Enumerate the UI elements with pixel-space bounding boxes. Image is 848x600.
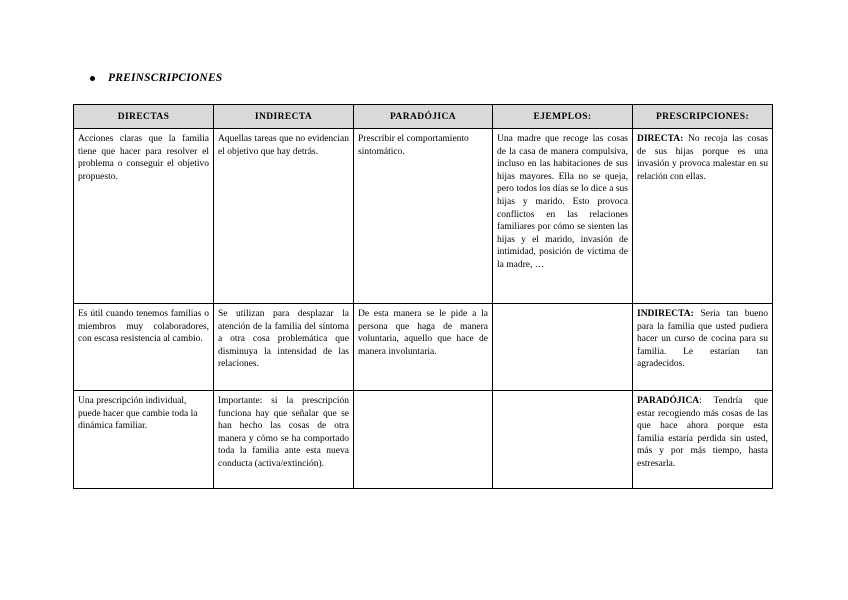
heading-title: PREINSCRIPCIONES bbox=[108, 72, 223, 84]
header-prescripciones: PRESCRIPCIONES: bbox=[633, 105, 773, 129]
prescripcion-label: DIRECTA: bbox=[637, 134, 684, 144]
table-row bbox=[74, 129, 773, 304]
table-row bbox=[74, 304, 773, 391]
prescripcion-text: Sería tan bueno para la familia que usted pudiera hacer un curso de cocina para su familia. Le estarían tan agradecidos. bbox=[637, 309, 768, 370]
cell-directas: Una prescripción individual, puede hacer que cambie toda la dinámica familiar. bbox=[74, 391, 214, 489]
cell-ejemplos bbox=[493, 391, 633, 489]
cell-prescripcion bbox=[633, 391, 773, 489]
cell-ejemplos: Una madre que recoge las cosas de la casa de manera compulsiva, incluso en las habitaciones de sus hijas mayores. Ella no se queja, pero todos los días se lo dice a sus hijas y marido. Esto provoca conflictos en las relaciones familiares por cómo se sienten las hijas y el marido, invasión de intimidad, posición de víctima de la madre, … bbox=[493, 129, 633, 304]
cell-paradojica bbox=[354, 391, 493, 489]
cell-indirecta: Se utilizan para desplazar la atención de la familia del síntoma a otra cosa problemática que disminuya la intensidad de las relaciones. bbox=[214, 304, 354, 391]
header-row bbox=[74, 105, 773, 129]
prescripcion-label: INDIRECTA: bbox=[637, 309, 694, 319]
table-row bbox=[74, 391, 773, 489]
prescripcion-text: : Tendría que estar recogiendo más cosas de las que hace ahora porque esta familia estaría perdida sin usted, más y por más tiempo, hasta estresarla. bbox=[637, 396, 768, 469]
cell-indirecta: Importante: si la prescripción funciona hay que señalar que se han hecho las cosas de otra manera y cómo se ha comportado toda la familia ante esta nueva conducta (activa/extinción). bbox=[214, 391, 354, 489]
cell-paradojica: Prescribir el comportamiento sintomático. bbox=[354, 129, 493, 304]
prescripcion-label: PARADÓJICA bbox=[637, 396, 700, 406]
section-heading bbox=[90, 72, 222, 84]
header-indirecta: INDIRECTA bbox=[214, 105, 354, 129]
cell-indirecta: Aquellas tareas que no evidencian el objetivo que hay detrás. bbox=[214, 129, 354, 304]
header-directas: DIRECTAS bbox=[74, 105, 214, 129]
cell-ejemplos bbox=[493, 304, 633, 391]
bullet-icon bbox=[90, 76, 95, 81]
cell-paradojica: De esta manera se le pide a la persona que haga de manera voluntaria, aquello que hace de manera involuntaria. bbox=[354, 304, 493, 391]
prescripcion-text: No recoja las cosas de sus hijas porque es una invasión y provoca malestar en su relación con ellas. bbox=[637, 134, 768, 182]
cell-directas: Acciones claras que la familia tiene que hacer para resolver el problema o conseguir el objetivo propuesto. bbox=[74, 129, 214, 304]
cell-prescripcion bbox=[633, 129, 773, 304]
cell-prescripcion bbox=[633, 304, 773, 391]
cell-directas: Es útil cuando tenemos familias o miembros muy colaboradores, con escasa resistencia al cambio. bbox=[74, 304, 214, 391]
header-paradojica: PARADÓJICA bbox=[354, 105, 493, 129]
prescriptions-table bbox=[73, 104, 773, 489]
header-ejemplos: EJEMPLOS: bbox=[493, 105, 633, 129]
